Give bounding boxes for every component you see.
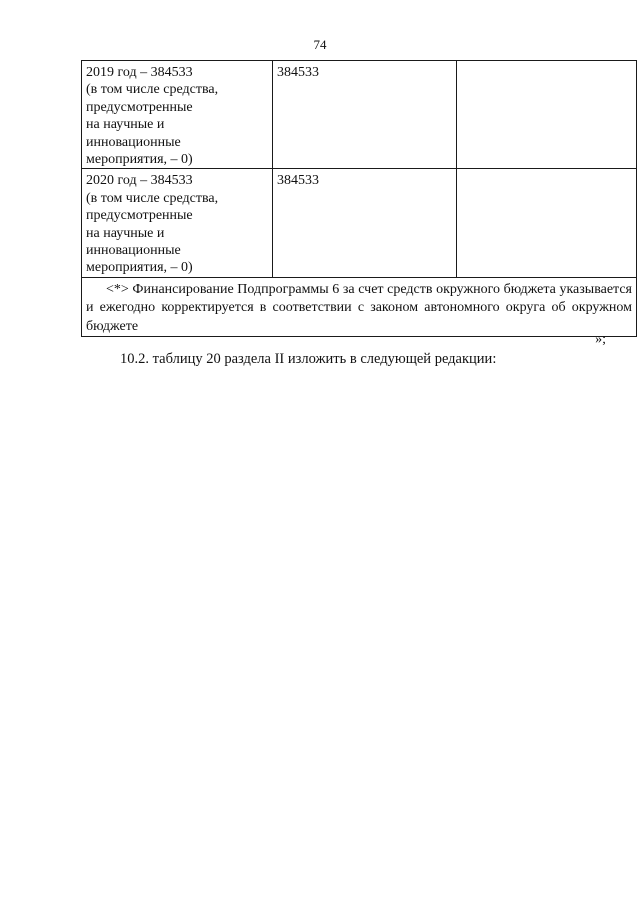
footnote-cell (82, 277, 637, 337)
note-line: (в том числе средства, (86, 82, 219, 98)
note-line: мероприятия, – 0) (86, 152, 193, 168)
footnote-text: <*> Финансирование Подпрограммы 6 за счет средств окружного бюджета указывается и ежегодно корректируется в соответствии с законом автономного округа об окружном бюджете (86, 281, 632, 334)
page-number: 74 (313, 37, 327, 52)
empty-cell (457, 169, 637, 277)
closing-quote-mark: »; (595, 332, 606, 347)
note-line: мероприятия, – 0) (86, 260, 193, 276)
funding-table (81, 60, 637, 337)
amount-cell: 384533 (273, 61, 457, 169)
note-line: (в том числе средства, (86, 190, 219, 206)
note-line: предусмотренные (86, 208, 193, 224)
amendment-instruction: 10.2. таблицу 20 раздела II изложить в следующей редакции: (120, 351, 497, 367)
empty-cell (457, 61, 637, 169)
note-line: инновационные (86, 134, 181, 150)
year-funding-cell (82, 169, 273, 277)
note-line: предусмотренные (86, 99, 193, 115)
amount-cell: 384533 (273, 169, 457, 277)
footnote-row (82, 277, 637, 337)
table-row (82, 169, 637, 277)
table-row (82, 61, 637, 169)
note-line: на научные и (86, 225, 165, 241)
year-total-line: 2020 год – 384533 (86, 173, 193, 189)
note-line: инновационные (86, 243, 181, 259)
year-funding-cell (82, 61, 273, 169)
note-line: на научные и (86, 117, 165, 133)
year-total-line: 2019 год – 384533 (86, 65, 193, 80)
